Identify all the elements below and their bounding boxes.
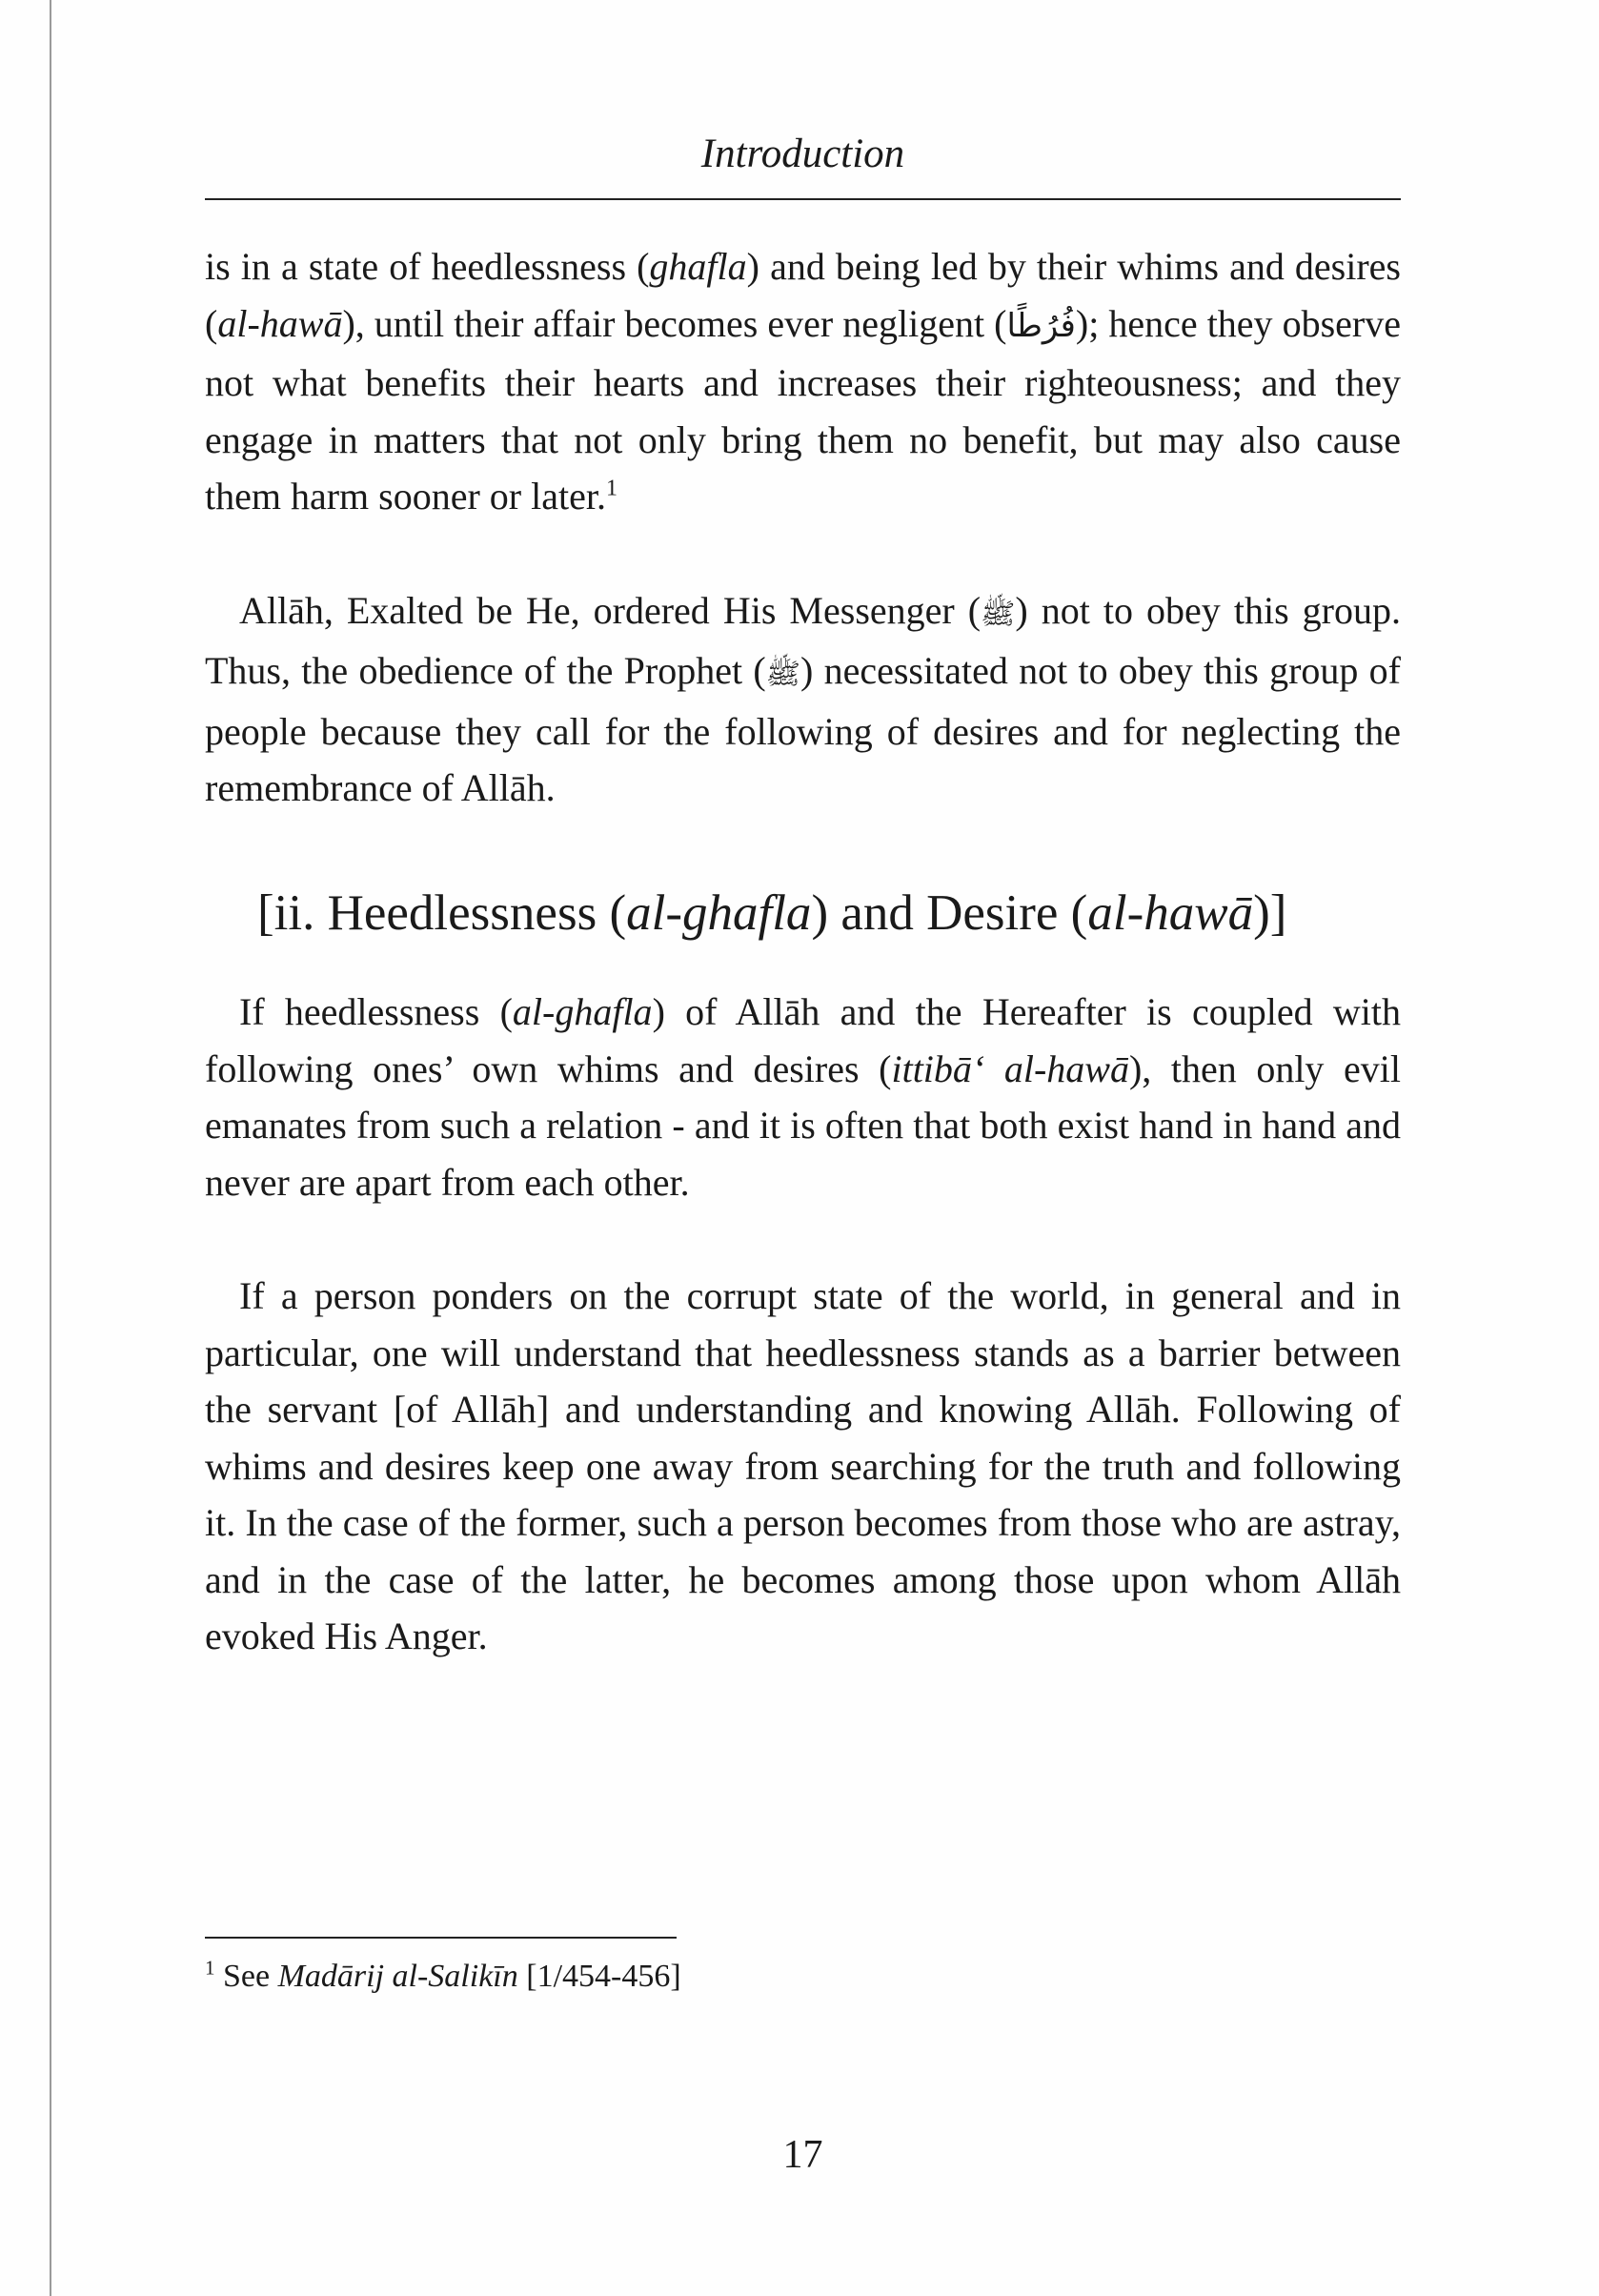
footnote: $^1$ See Madārij al-Salikīn [1/454-456]	[205, 1956, 681, 1994]
footnote-source-title: Madārij al-Salikīn	[277, 1959, 518, 1994]
term-ittiba-al-hawa: ittibā‘ al-hawā	[891, 1046, 1129, 1090]
paragraph-1: is in a state of heedlessness (ghafla) and being led by their whims and desires (al-hawā), until their affair becomes ever negligent (فُرُطًا); hence they observe not what benefits their hearts and increases their righteousness; and they engage in matters that not only bring them no benefit, but may also cause them harm sooner or later.$^1$	[205, 245, 1401, 518]
term-al-ghafla: al-ghafla	[512, 990, 653, 1034]
running-header: Introduction	[700, 132, 905, 176]
paragraph-2: Allāh, Exalted be He, ordered His Messenger (ﷺ) not to obey this group. Thus, the obedience of the Prophet (ﷺ) necessitated not to obey this group of people because they call for the following of desires and for neglecting the remembrance of Allāh.	[205, 588, 1402, 809]
section-heading: [ii. Heedlessness (al-ghafla) and Desire (al-hawā)]	[257, 884, 1287, 941]
term-al-hawa: al-hawā	[217, 301, 343, 345]
footnote-rule	[205, 1937, 677, 1939]
honorific-symbol: ﷺ	[981, 597, 1016, 631]
honorific-symbol: ﷺ	[765, 658, 800, 691]
paragraph-4: If a person ponders on the corrupt state of the world, in general and in particular, one will understand that heedlessness stands as a barrier between the servant [of Allāh] and understanding and knowing Allāh. Following of whims and desires keep one away from searching for the truth and following it. In the case of the former, such a person becomes from those who are astray, and in the case of the latter, he becomes among those upon whom Allāh evoked His Anger.	[205, 1274, 1401, 1658]
arabic-word: فُرُطًا	[1006, 306, 1076, 345]
page-number: 17	[782, 2133, 823, 2177]
page-edge-line	[50, 0, 51, 2296]
footnote-number: 1	[205, 1956, 215, 1980]
header-rule	[205, 198, 1401, 200]
paragraph-3: If heedlessness (al-ghafla) of Allāh and the Hereafter is coupled with following ones’ own whims and desires (ittibā‘ al-hawā), then only evil emanates from such a relation - and it is often that both exist hand in hand and never are apart from each other.	[205, 990, 1402, 1204]
page-body	[205, 238, 1401, 1665]
footnote-marker: 1	[605, 476, 617, 501]
term-ghafla: ghafla	[649, 245, 747, 288]
